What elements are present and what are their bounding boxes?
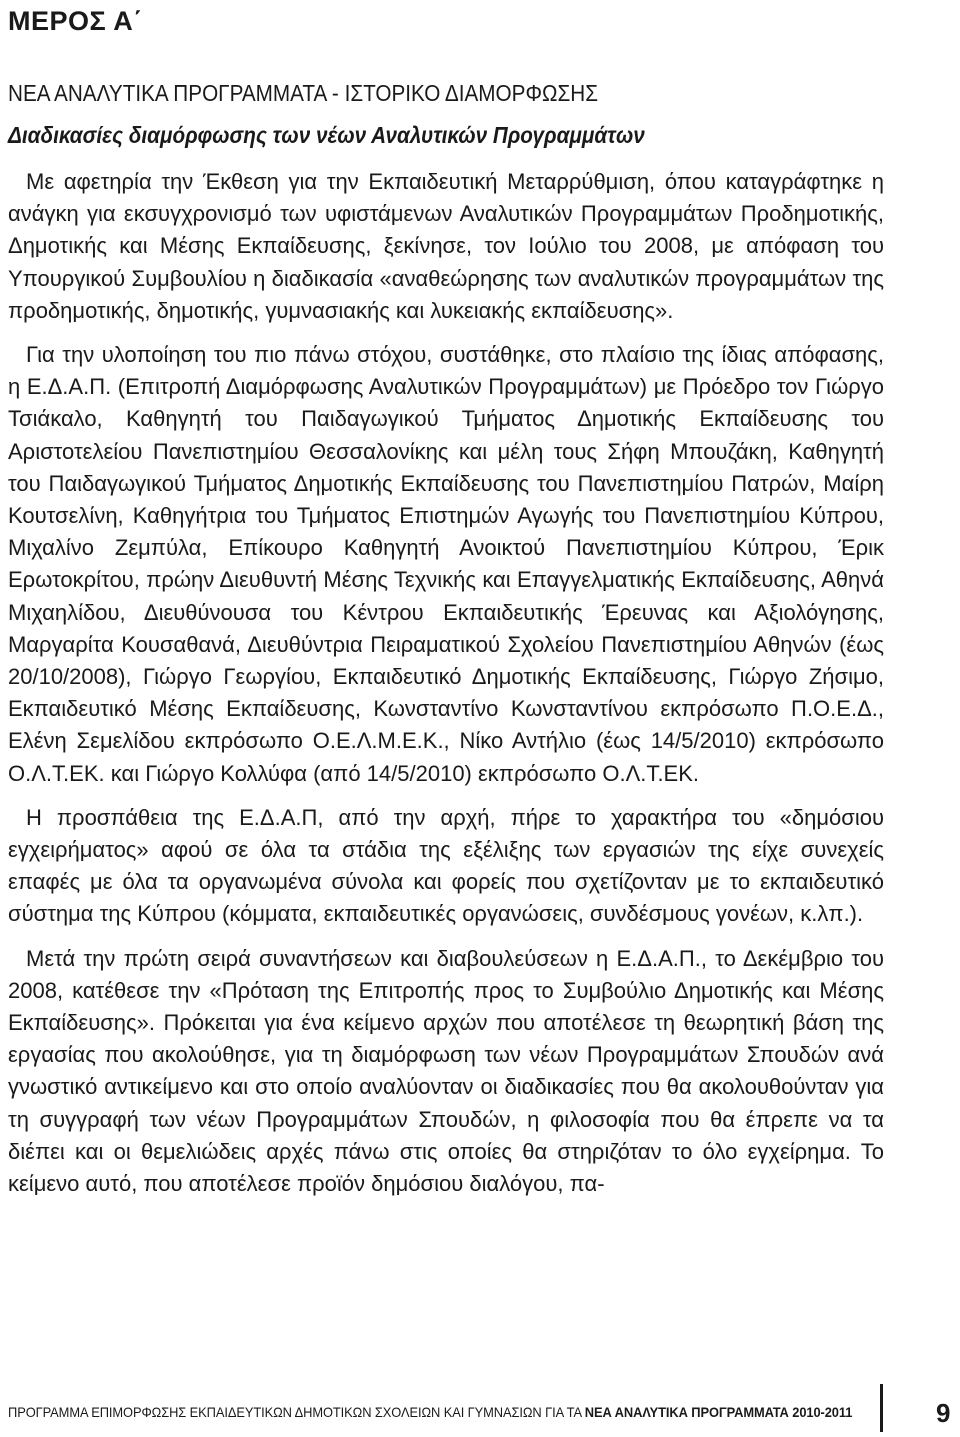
footer-divider [880,1384,883,1432]
footer-text [8,1404,852,1420]
section-title: ΝΕΑ ΑΝΑΛΥΤΙΚΑ ΠΡΟΓΡΑΜΜΑΤΑ - ΙΣΤΟΡΙΚΟ ΔΙΑΜΟΡΦΩΣΗΣ [8,80,598,106]
paragraph-4: Μετά την πρώτη σειρά συναντήσεων και διαβουλεύσεων η Ε.Δ.Α.Π., το Δεκέμβριο του 2008, κατέθεσε την «Πρόταση της Επιτροπής προς το Συμβούλιο Δημοτικής και Μέσης Εκπαίδευσης». Πρόκειται για ένα κείμενο αρχών που αποτέλεσε τη θεωρητική βάση της εργασίας που ακολούθησε, για τη διαμόρφωση των νέων Προγραμμάτων Σπουδών ανά γνωστικό αντικείμενο και στο οποίο αναλύονταν οι διαδικασίες που θα ακολουθούνταν για τη συγγραφή των νέων Προγραμμάτων Σπουδών, η φιλοσοφία που θα έπρεπε να τα διέπει και οι θεμελιώδεις αρχές πάνω στις οποίες θα στηριζόταν το όλο εγχείρημα. Το κείμενο αυτό, που αποτέλεσε προϊόν δημόσιου διαλόγου, πα- [8,945,884,1197]
footer-text-regular: ΠΡΟΓΡΑΜΜΑ ΕΠΙΜΟΡΦΩΣΗΣ ΕΚΠΑΙΔΕΥΤΙΚΩΝ ΔΗΜΟΤΙΚΩΝ ΣΧΟΛΕΙΩΝ ΚΑΙ ΓΥΜΝΑΣΙΩΝ ΓΙΑ ΤΑ [8,1404,585,1420]
paragraph-2: Για την υλοποίηση του πιο πάνω στόχου, συστάθηκε, στο πλαίσιο της ίδιας απόφασης, η Ε.Δ.Α.Π. (Επιτροπή Διαμόρφωσης Αναλυτικών Προγραμμάτων) με Πρόεδρο τον Γιώργο Τσιάκαλο, Καθηγητή του Παιδαγωγικού Τμήματος Δημοτικής Εκπαίδευσης του Αριστοτελείου Πανεπιστημίου Θεσσαλονίκης και μέλη τους Σήφη Μπουζάκη, Καθηγητή του Παιδαγωγικού Τμήματος Δημοτικής Εκπαίδευσης του Πανεπιστημίου Πατρών, Μαίρη Κουτσελίνη, Καθηγήτρια του Τμήματος Επιστημών Αγωγής του Πανεπιστημίου Κύπρου, Μιχαλίνο Ζεμπύλα, Επίκουρο Καθηγητή Ανοικτού Πανεπιστημίου Κύπρου, Έρικ Ερωτοκρίτου, πρώην Διευθυντή Μέσης Τεχνικής και Επαγγελματικής Εκπαίδευσης, Αθηνά Μιχαηλίδου, Διευθύνουσα του Κέντρου Εκπαιδευτικής Έρευνας και Αξιολόγησης, Μαργαρίτα Κουσαθανά, Διευθύντρια Πειραματικού Σχολείου Πανεπιστημίου Αθηνών (έως 20/10/2008), Γιώργο Γεωργίου, Εκπαιδευτικό Δημοτικής Εκπαίδευσης, Γιώργο Ζήσιμο, Εκπαιδευτικό Μέσης Εκπαίδευσης, Κωνσταντίνο Κωνσταντίνου εκπρόσωπο Π.Ο.Ε.Δ., Ελένη Σεμελίδου εκπρόσωπο Ο.Ε.Λ.Μ.Ε.Κ., Νίκο Αντήλιο (έως 14/5/2010) εκπρόσωπο Ο.Λ.Τ.ΕΚ. και Γιώργο Κολλύφα (από 14/5/2010) εκπρόσωπο Ο.Λ.Τ.ΕΚ. [8,342,884,786]
page-number: 9 [936,1398,951,1428]
footer-text-bold: ΝΕΑ ΑΝΑΛΥΤΙΚΑ ΠΡΟΓΡΑΜΜΑΤΑ 2010-2011 [584,1404,853,1420]
page-footer [8,1398,951,1430]
body-text [8,166,884,1212]
subsection-title: Διαδικασίες διαμόρφωσης των νέων Αναλυτικών Προγραμμάτων [8,122,645,148]
part-title: ΜΕΡΟΣ Α΄ [8,6,143,36]
paragraph-1: Με αφετηρία την Έκθεση για την Εκπαιδευτική Μεταρρύθμιση, όπου καταγράφτηκε η ανάγκη για εκσυγχρονισμό των υφιστάμενων Αναλυτικών Προγραμμάτων Προδημοτικής, Δημοτικής και Μέσης Εκπαίδευσης, ξεκίνησε, τον Ιούλιο του 2008, με απόφαση του Υπουργικού Συμβουλίου η διαδικασία «αναθεώρησης των αναλυτικών προγραμμάτων της προδημοτικής, δημοτικής, γυμνασιακής και λυκειακής εκπαίδευσης». [8,169,884,323]
paragraph-3: Η προσπάθεια της Ε.Δ.Α.Π, από την αρχή, πήρε το χαρακτήρα του «δημόσιου εγχειρήματος» αφού σε όλα τα στάδια της εξέλιξης των εργασιών της είχε συνεχείς επαφές με όλα τα οργανωμένα σύνολα και φορείς που σχετίζονταν με το εκπαιδευτικό σύστημα της Κύπρου (κόμματα, εκπαιδευτικές οργανώσεις, συνδέσμους γονέων, κ.λπ.). [8,804,884,927]
